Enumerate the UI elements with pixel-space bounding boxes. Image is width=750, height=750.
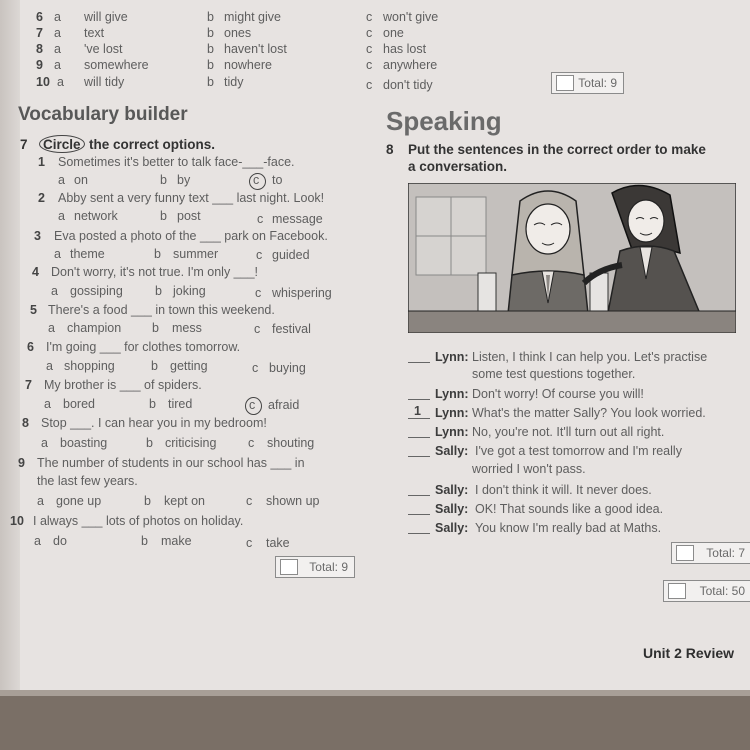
- question-text: Abby sent a very funny text ___ last night. Look!: [58, 191, 325, 205]
- top-row-num: 9: [36, 58, 43, 72]
- option-b[interactable]: criticising: [165, 436, 217, 450]
- top-row-c: don't tidy: [383, 78, 433, 92]
- unit-footer: Unit 2 Review: [643, 645, 735, 661]
- question-text: There's a food ___ in town this weekend.: [48, 303, 275, 317]
- speaker: Sally:: [435, 483, 469, 497]
- option-b[interactable]: summer: [173, 247, 219, 261]
- score-box[interactable]: [280, 559, 298, 575]
- desk-background: [0, 690, 750, 750]
- speaking-instruction-cont: a conversation.: [408, 159, 508, 174]
- option-a[interactable]: do: [53, 534, 67, 548]
- question-text: Don't worry, it's not true. I'm only ___!: [51, 265, 259, 279]
- top-row-num: 10: [36, 75, 50, 89]
- top-row-b: nowhere: [224, 58, 272, 72]
- option-a[interactable]: on: [74, 173, 88, 187]
- order-blank[interactable]: [408, 418, 430, 419]
- top-row-b: tidy: [224, 75, 244, 89]
- top-row-b: haven't lost: [224, 42, 287, 56]
- option-c[interactable]: afraid: [268, 398, 300, 412]
- option-b[interactable]: by: [177, 173, 191, 187]
- question-text: My brother is ___ of spiders.: [44, 378, 202, 392]
- speaker: Lynn:: [435, 425, 469, 439]
- option-a[interactable]: gossiping: [70, 284, 123, 298]
- question-text: Sometimes it's better to talk face-___-face.: [58, 155, 295, 169]
- top-row-a: will tidy: [84, 75, 125, 89]
- top-row-a: text: [84, 26, 105, 40]
- top-total-box: Total: 9: [551, 72, 624, 94]
- question-text: Eva posted a photo of the ___ park on Facebook.: [54, 229, 328, 243]
- option-c[interactable]: take: [266, 536, 290, 550]
- option-b[interactable]: make: [161, 534, 192, 548]
- option-b[interactable]: kept on: [164, 494, 206, 508]
- instruction-circle-word: Circle: [43, 137, 81, 152]
- vocab-instruction: the correct options.: [89, 137, 216, 152]
- question-text-cont: the last few years.: [37, 474, 138, 488]
- score-box[interactable]: [676, 545, 694, 561]
- option-c[interactable]: buying: [269, 361, 306, 375]
- line-text: I've got a test tomorrow and I'm really: [475, 444, 682, 458]
- speaking-heading: Speaking: [386, 106, 502, 136]
- speaker: Sally:: [435, 521, 469, 535]
- score-box[interactable]: [556, 75, 574, 91]
- line-text: No, you're not. It'll turn out all right.: [472, 425, 665, 439]
- option-a[interactable]: shopping: [64, 359, 115, 373]
- order-blank[interactable]: [408, 456, 430, 457]
- option-c[interactable]: shown up: [266, 494, 320, 508]
- top-row-c: one: [383, 26, 404, 40]
- top-row-c: has lost: [383, 42, 427, 56]
- option-c[interactable]: festival: [272, 322, 311, 336]
- question-text: I always ___ lots of photos on holiday.: [33, 514, 244, 528]
- question-text: I'm going ___ for clothes tomorrow.: [46, 340, 241, 354]
- top-row-a: somewhere: [84, 58, 149, 72]
- line-text: I don't think it will. It never does.: [475, 483, 652, 497]
- option-c[interactable]: whispering: [272, 286, 332, 300]
- line-text: You know I'm really bad at Maths.: [475, 521, 662, 535]
- speaker: Lynn:: [435, 350, 469, 364]
- option-a[interactable]: bored: [63, 397, 95, 411]
- option-c[interactable]: to: [272, 173, 283, 187]
- grand-total-box: Total: 50: [663, 580, 750, 602]
- speaker: Lynn:: [435, 387, 469, 401]
- top-row-num: 8: [36, 42, 43, 56]
- line-text: Don't worry! Of course you will!: [472, 387, 644, 401]
- top-row-num: 7: [36, 26, 43, 40]
- speaker: Sally:: [435, 444, 469, 458]
- vocab-total-box: Total: 9: [275, 556, 355, 578]
- option-b[interactable]: joking: [173, 284, 206, 298]
- top-row-c: anywhere: [383, 58, 438, 72]
- speaker: Sally:: [435, 502, 469, 516]
- speaker: Lynn:: [435, 406, 469, 420]
- line-text: Listen, I think I can help you. Let's practise: [472, 350, 708, 364]
- exercise-number: 7: [20, 137, 28, 152]
- page-margin: [0, 0, 20, 690]
- option-a[interactable]: champion: [67, 321, 122, 335]
- option-b[interactable]: mess: [172, 321, 202, 335]
- top-row-b: might give: [224, 10, 281, 24]
- vocab-heading: Vocabulary builder: [18, 104, 188, 125]
- order-blank[interactable]: [408, 437, 430, 438]
- order-number: 1: [414, 404, 421, 418]
- exercise-number: 8: [386, 142, 394, 157]
- top-row-num: 6: [36, 10, 43, 24]
- illustration: [408, 183, 736, 333]
- option-a[interactable]: boasting: [60, 436, 108, 450]
- option-c[interactable]: shouting: [267, 436, 315, 450]
- order-blank[interactable]: [408, 514, 430, 515]
- option-b[interactable]: post: [177, 209, 201, 223]
- option-b[interactable]: getting: [170, 359, 208, 373]
- workbook-page: 6 a will give b might give c won't give 7 a text b ones c one 8 a 've lost b haven't lost c has lost 9 a somewhere b nowhere c anywhere 10 a will tidy b tidy c don't tidy Total: 9 Vocabulary builder 7 Circle the correct options. 1 Sometimes it's better to talk face-___-face. a on b by c to 2 Abby sent a very funny text ___ last night. Look! a network b post c message 3 Eva posted a photo of the ___ park on Facebook. a theme b summer c guided 4 Don't worry, it's not true. I'm only ___! a gossiping b joking c whispering 5 There's a food ___ in town this weekend. a champion b mess c festival 6 I'm going ___ for clothes tomorrow. a shopping b getting c buying 7 My brother is ___ of spiders. a bored b tired c afraid 8 Stop ___. I can hear you in my bedroom! a boasting b criticising c shouting 9 The number of students in our school has ___ in the last few years. a gone up b kept on c shown up 10 I always ___ lots of photos on holiday. a do b make c take Total: 9 Speaking 8 Put the sentences in the correct order to make a conversation. Lynn: Listen, I think I can help you. Let's practise some test questions together. Lynn: Don't worry! Of course you will! 1 Lynn: What's the matter Sally? You look worried. Lynn: No, you're not. It'll turn out all right. Sally: I've got a test tomorrow and I'm really worried I won't pass. Sally: I don't think it will. It never does. Sally: OK! That sounds like a good idea. Sally: You know I'm really bad at Maths. Total: 7 Total: 50 Unit 2 Review: [0, 0, 750, 690]
- order-blank[interactable]: [408, 362, 430, 363]
- top-row-c: won't give: [383, 10, 439, 24]
- order-blank[interactable]: [408, 533, 430, 534]
- top-row-b: ones: [224, 26, 252, 40]
- option-a[interactable]: gone up: [56, 494, 102, 508]
- option-c[interactable]: message: [272, 212, 323, 226]
- line-text: OK! That sounds like a good idea.: [475, 502, 664, 516]
- line-text-cont: worried I won't pass.: [472, 462, 586, 476]
- option-a[interactable]: theme: [70, 247, 105, 261]
- speaking-total-box: Total: 7: [671, 542, 750, 564]
- two-girls-illustration: [408, 183, 736, 333]
- line-text: What's the matter Sally? You look worried.: [472, 406, 706, 420]
- top-row-a: will give: [84, 10, 128, 24]
- line-text-cont: some test questions together.: [472, 367, 636, 381]
- question-text: Stop ___. I can hear you in my bedroom!: [41, 416, 267, 430]
- question-text: The number of students in our school has ___ in: [37, 456, 305, 470]
- top-row-a: 've lost: [84, 42, 123, 56]
- speaking-instruction: Put the sentences in the correct order to make: [408, 142, 706, 157]
- score-box[interactable]: [668, 583, 686, 599]
- order-blank[interactable]: [408, 399, 430, 400]
- option-a[interactable]: network: [74, 209, 118, 223]
- option-c[interactable]: guided: [272, 248, 310, 262]
- order-blank[interactable]: [408, 495, 430, 496]
- option-b[interactable]: tired: [168, 397, 193, 411]
